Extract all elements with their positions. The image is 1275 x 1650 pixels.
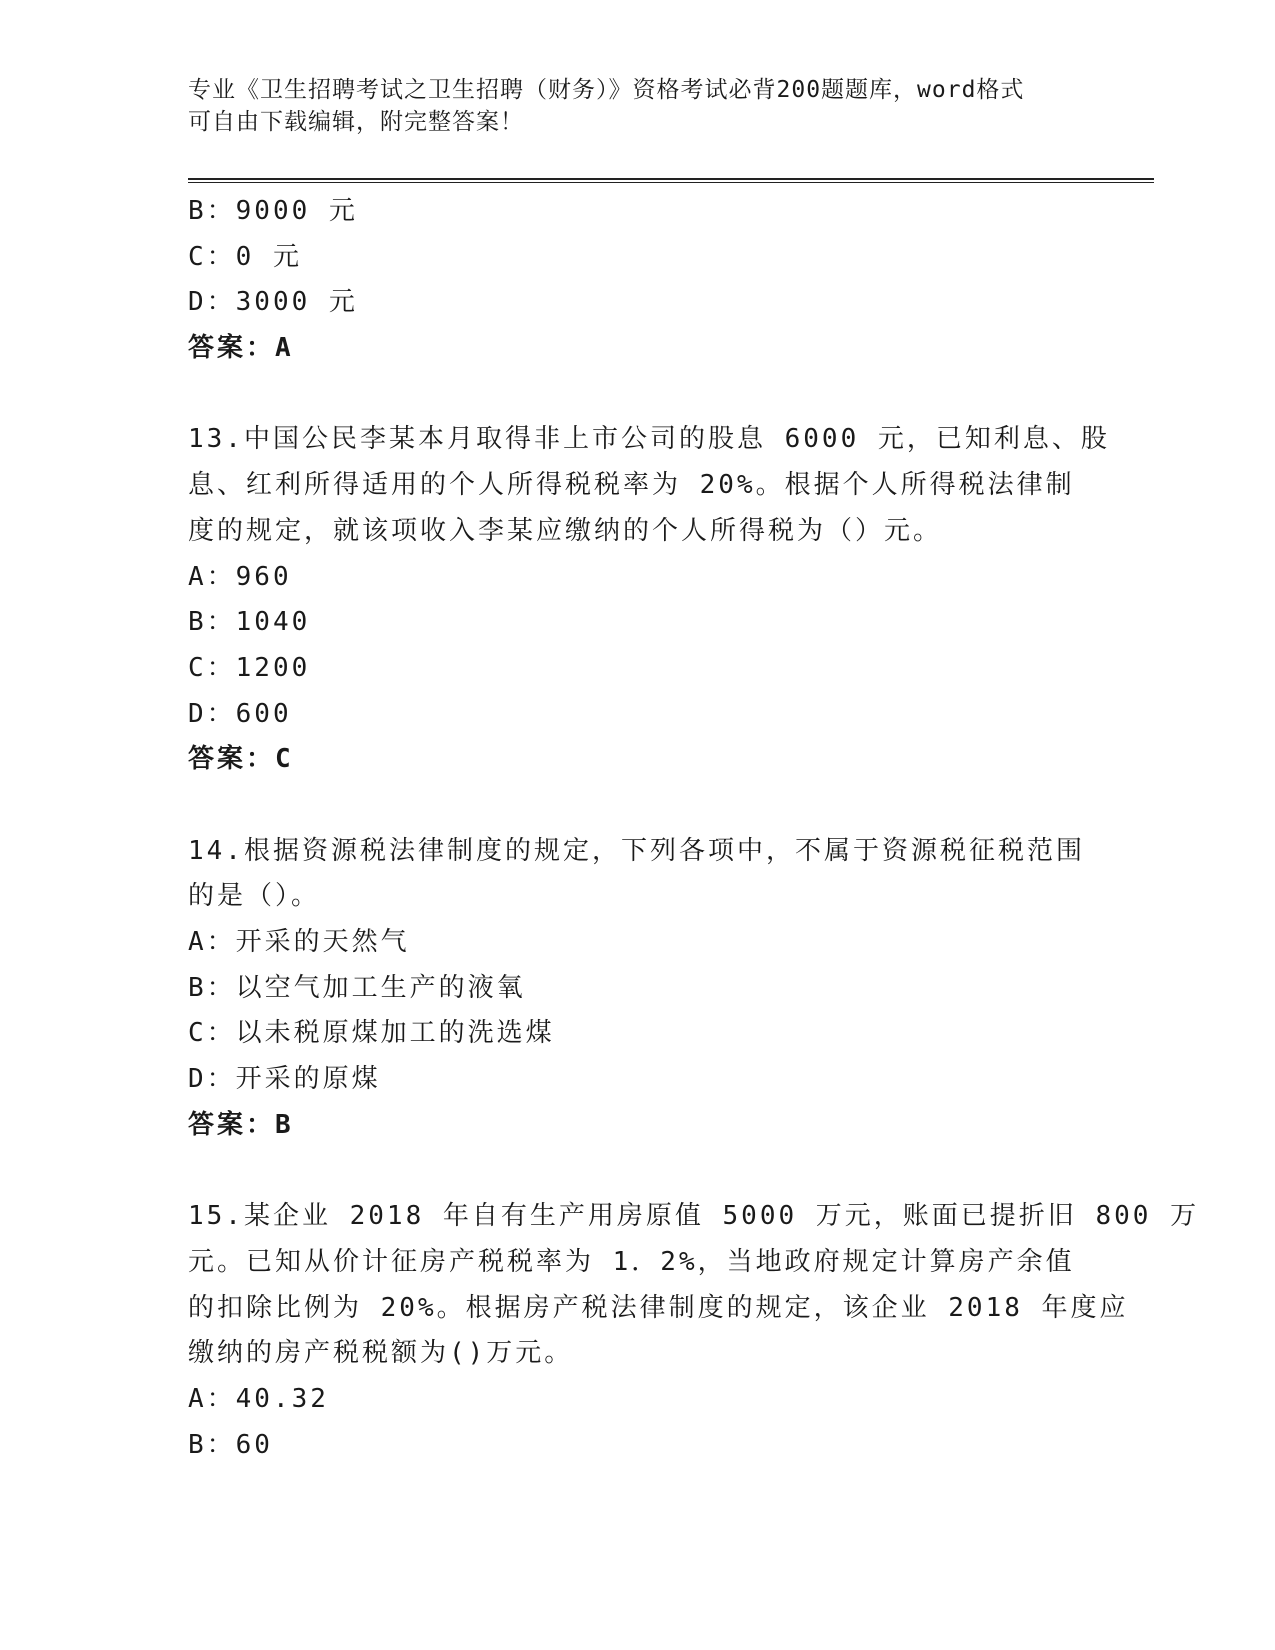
- question-15: [188, 1194, 1200, 1468]
- question-text-line: 的扣除比例为 20%。根据房产税法律制度的规定，该企业 2018 年度应: [188, 1292, 1129, 1323]
- option-d: D：开采的原煤: [188, 1064, 381, 1095]
- question-13: [188, 417, 1110, 783]
- question-text-line: 度的规定，就该项收入李某应缴纳的个人所得税为（）元。: [188, 515, 943, 546]
- question-12-tail: [188, 189, 1088, 372]
- document-body: [188, 189, 1200, 1468]
- question-text-line: 15.某企业 2018 年自有生产用房原值 5000 万元，账面已提折旧 800 万: [188, 1201, 1200, 1232]
- header-rule-thin: [188, 182, 1154, 183]
- header-rule-thick: [188, 178, 1154, 180]
- spacer: [188, 372, 1088, 418]
- option-a: A：40.32: [188, 1383, 329, 1414]
- option-b: B：以空气加工生产的液氧: [188, 972, 526, 1003]
- option-d: D：3000 元: [188, 287, 358, 318]
- question-text-line: 缴纳的房产税税额为()万元。: [188, 1338, 574, 1369]
- document-header: [188, 74, 1088, 138]
- header-line-1: 专业《卫生招聘考试之卫生招聘（财务）》资格考试必背200题题库，word格式: [188, 77, 1025, 103]
- option-b: B：60: [188, 1429, 273, 1460]
- option-a: A：开采的天然气: [188, 927, 410, 957]
- option-c: C：以未税原煤加工的洗选煤: [188, 1018, 555, 1049]
- option-c: C：1200: [188, 652, 311, 683]
- spacer: [188, 783, 1088, 829]
- answer: 答案：A: [188, 333, 294, 364]
- question-text-line: 元。已知从价计征房产税税率为 1．2%，当地政府规定计算房产余值: [188, 1246, 1075, 1277]
- option-c: C：0 元: [188, 241, 302, 272]
- answer: 答案：C: [188, 744, 294, 775]
- question-text-line: 13.中国公民李某本月取得非上市公司的股息 6000 元，已知利息、股: [188, 424, 1110, 455]
- spacer: [188, 1148, 1088, 1194]
- header-line-2: 可自由下载编辑，附完整答案！: [188, 109, 524, 135]
- question-14: [188, 829, 1088, 1149]
- option-a: A：960: [188, 561, 292, 592]
- answer: 答案：B: [188, 1109, 294, 1140]
- option-b: B：1040: [188, 607, 311, 638]
- option-d: D：600: [188, 698, 292, 729]
- question-text-line: 息、红利所得适用的个人所得税税率为 20%。根据个人所得税法律制: [188, 470, 1075, 501]
- question-text-line: 14.根据资源税法律制度的规定，下列各项中，不属于资源税征税范围: [188, 835, 1085, 866]
- question-text-line: 的是（）。: [188, 881, 321, 912]
- option-b: B：9000 元: [188, 196, 358, 226]
